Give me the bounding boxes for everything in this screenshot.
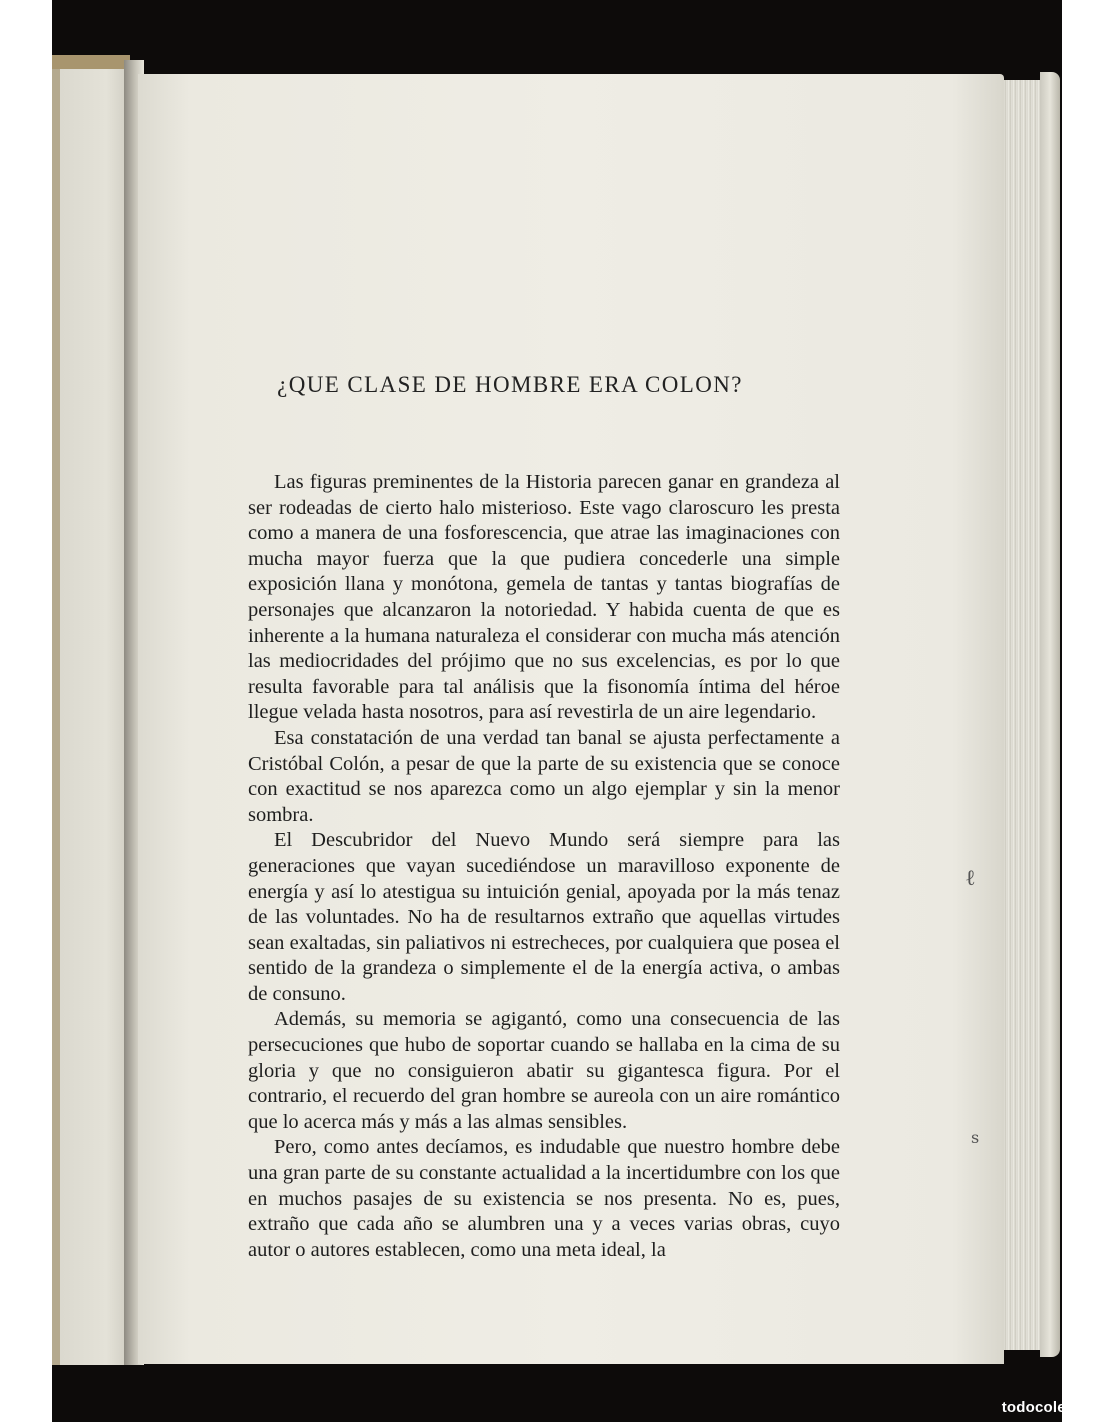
chapter-body [248, 470, 840, 1263]
paragraph: Pero, como antes decíamos, es indudable que nuestro hombre debe una gran parte de su constante actualidad a la incertidumbre con los que en muchos pasajes de su existencia se nos presenta. No es, pues, extraño que cada año se alumbren una y a veces varias obras, cuyo autor o autores establecen, como una meta ideal, la [248, 1136, 840, 1261]
worn-cover-edge [52, 55, 130, 69]
page-edge-mark-lower: s [971, 1128, 980, 1147]
paragraph: El Descubridor del Nuevo Mundo será siempre para las generaciones que vayan sucediéndose un maravilloso exponente de energía y así lo atestigua su intuición genial, apoyada por la más tenaz de las voluntades. No ha de resultarnos extraño que aquellas virtudes sean exaltadas, sin paliativos ni estrecheces, por cualquiera que posea el sentido de la grandeza o simplemente el de la energía activa, o ambas de consuno. [248, 829, 840, 1005]
chapter-title: ¿QUE CLASE DE HOMBRE ERA COLON? [277, 372, 743, 397]
book-spine-edge [52, 55, 60, 1365]
paragraph: Además, su memoria se agigantó, como una consecuencia de las persecuciones que hubo de soportar cuando se hallaba en la cima de su gloria y que no consiguieron abatir su gigantesca figura. Por el contrario, el recuerdo del gran hombre se aureola con un aire romántico que lo acerca más y más a las almas sensibles. [248, 1008, 840, 1133]
page-edge-mark-upper: ℓ [965, 866, 976, 891]
book-cover-edge [1040, 72, 1060, 1357]
facing-page-edge [52, 55, 130, 1365]
paragraph: Esa constatación de una verdad tan banal se ajusta perfectamente a Cristóbal Colón, a pesar de que la parte de su existencia que se conoce con exactitud se nos aparezca como un algo ejemplar y sin la menor sombra. [248, 726, 840, 826]
watermark: todocoleccion [1001, 1399, 1106, 1416]
paragraph: Las figuras preminentes de la Historia parecen ganar en grandeza al ser rodeadas de cierto halo misterioso. Este vago claroscuro les presta como a manera de una fosforescencia, que atrae las imaginaciones con mucha mayor fuerza que la que pudiera concederle una simple exposición llana y monótona, gemela de tantas y tantas biografías de personajes que alcanzaron la notoriedad. Y habida cuenta de que es inherente a la humana naturaleza el considerar con mucha más atención las mediocridades del prójimo que no sus excelencias, es por lo que resulta favorable para tal análisis que la fisonomía íntima del héroe llegue velada hasta nosotros, para así revestirla de un aire legendario. [248, 471, 840, 724]
